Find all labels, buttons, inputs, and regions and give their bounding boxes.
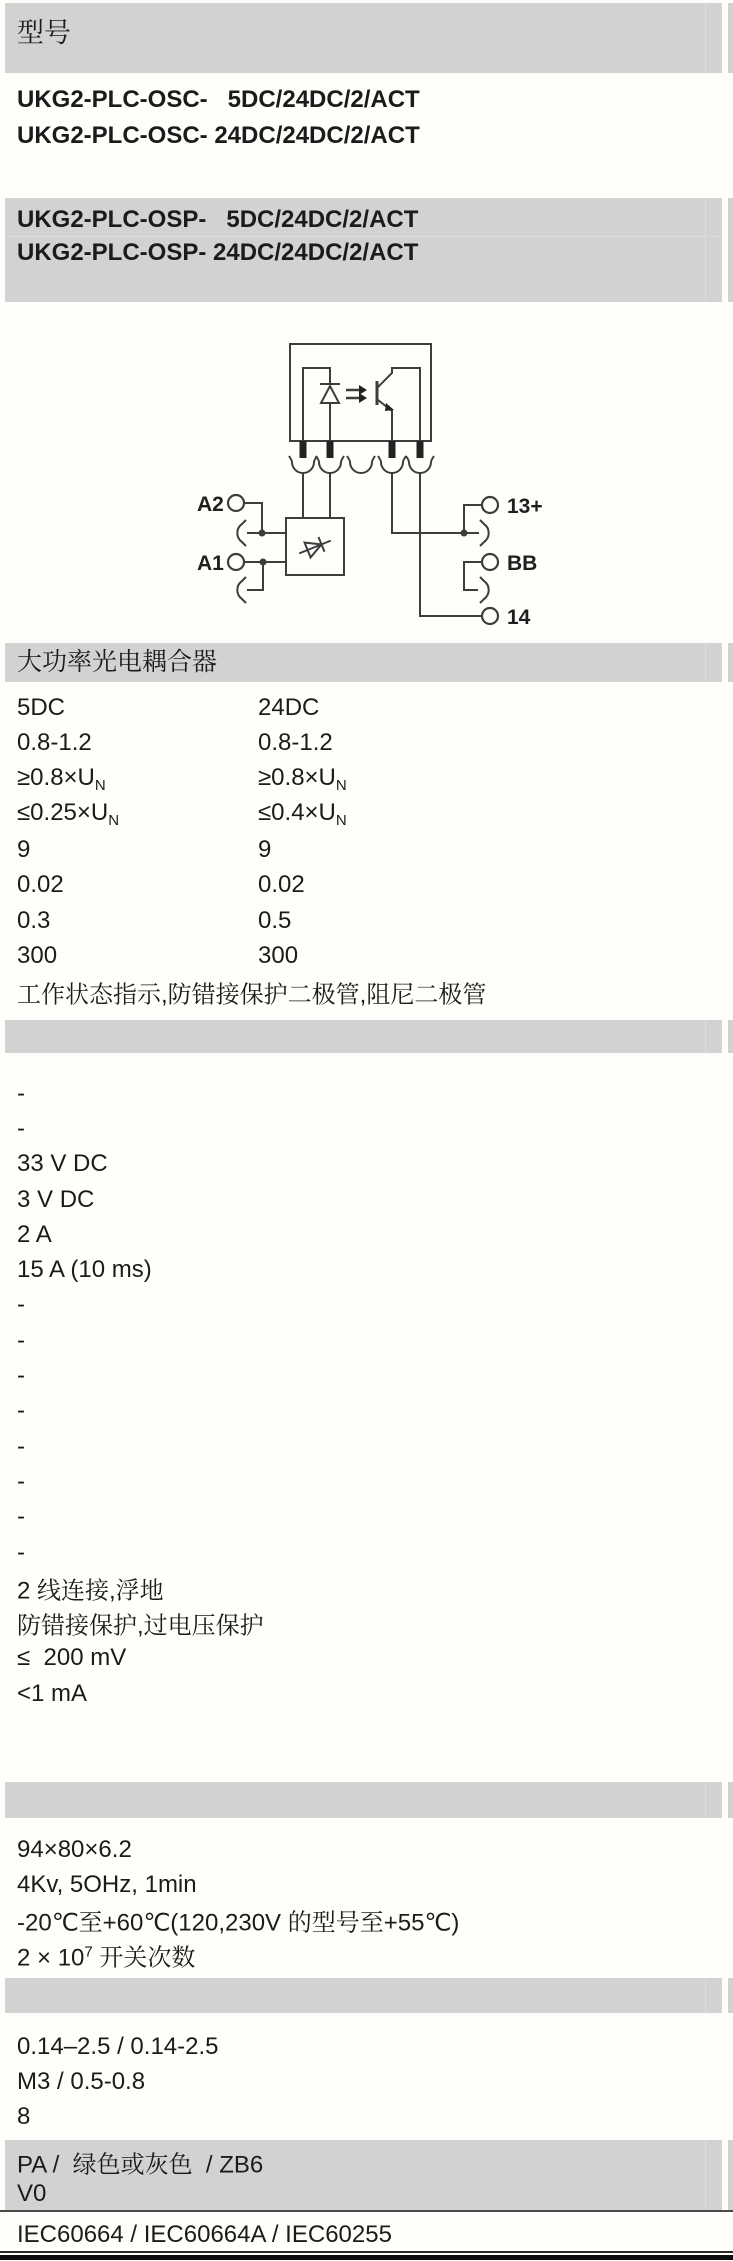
table-row — [0, 1605, 733, 1640]
socket-13 — [480, 520, 489, 546]
cell-value: - — [17, 1432, 25, 1460]
pin-1 — [300, 441, 307, 458]
cell-value: - — [17, 1079, 25, 1107]
diagram-label-13: 13+ — [507, 495, 543, 518]
table-edge-sliver — [728, 198, 733, 302]
output-wire-13 — [392, 473, 479, 533]
section-bar-general — [5, 1782, 722, 1818]
table-edge-sliver — [728, 1978, 733, 2013]
input-wires — [303, 473, 330, 518]
cell-value: 0.8-1.2 — [258, 729, 333, 757]
section-bar-connection — [5, 1978, 722, 2013]
diagram-label-a1: A1 — [197, 552, 224, 575]
standards-row — [0, 2218, 733, 2252]
table-row — [5, 2146, 722, 2178]
table-row — [0, 1147, 733, 1182]
table-row — [0, 1500, 733, 1535]
socket-cup-1 — [289, 456, 317, 473]
cell-value: 2 A — [17, 1220, 52, 1248]
pin-3 — [389, 441, 396, 458]
cell-value: 0.3 — [17, 906, 51, 934]
cell-value: 15 A (10 ms) — [17, 1256, 152, 1284]
section-bar-output — [5, 1020, 722, 1053]
socket-bb — [480, 577, 489, 603]
table-row — [0, 1832, 733, 1867]
table-row — [0, 1182, 733, 1217]
table-row — [0, 1937, 733, 1972]
cell-value: 24DC — [258, 693, 320, 721]
cell-value: $\ge 0.8\times U_N$ — [258, 763, 347, 794]
table-row — [0, 761, 733, 797]
table-row — [0, 2064, 733, 2099]
section-title-coupler: 大功率光电耦合器 — [17, 648, 218, 676]
row-divider — [5, 236, 722, 237]
table-row — [0, 1323, 733, 1358]
table-row — [0, 1535, 733, 1570]
bottom-rule-thin — [0, 2251, 733, 2253]
cell-value: $2 \times 10^7$ 开关次数 — [17, 1943, 196, 1971]
table-row — [0, 1570, 733, 1605]
socket-cup-3 — [347, 456, 375, 473]
cell-value: <1 mA — [17, 1679, 88, 1707]
table-edge-sliver — [728, 2140, 733, 2212]
table-row — [0, 1217, 733, 1252]
cell-value: 5DC — [17, 693, 66, 721]
light-arrow-head-1 — [359, 385, 367, 395]
emitter-arrow — [385, 403, 394, 411]
terminal-circle-a1 — [228, 554, 244, 570]
cell-value: 8 — [17, 2102, 31, 2130]
cell-value: $\le 0.25\times U_N$ — [17, 799, 120, 830]
coupler-table — [0, 690, 733, 1010]
cell-value: $\le 0.4\times U_N$ — [258, 799, 347, 830]
diagram-label-bb: BB — [507, 552, 538, 575]
housing-flammability: V0 — [17, 2180, 47, 2207]
terminal-circle-14 — [482, 608, 498, 624]
table-edge-sliver — [728, 643, 733, 682]
transistor-emitter-wire — [378, 400, 392, 441]
table-row — [0, 726, 733, 762]
cell-value: 0.8-1.2 — [17, 729, 92, 757]
cell-value: - — [17, 1467, 25, 1495]
junction-dot — [461, 530, 468, 537]
socket-a1 — [237, 577, 246, 603]
cell-value: - — [17, 1291, 25, 1319]
cell-value: 防错接保护,过电压保护 — [17, 1612, 264, 1640]
pin-2 — [327, 441, 334, 458]
cell-value: 94×80×6.2 — [17, 1835, 132, 1863]
bottom-rule-thick — [0, 2255, 733, 2260]
cell-value: M3 / 0.5-0.8 — [17, 2067, 146, 2095]
section-bar-model — [5, 3, 722, 73]
terminal-circle-bb — [482, 554, 498, 570]
cell-value: 4Kv, 5OHz, 1min — [17, 1870, 197, 1898]
cell-value: - — [17, 1503, 25, 1531]
cell-value: $\ge 0.8\times U_N$ — [17, 763, 106, 794]
pin-4 — [417, 441, 424, 458]
cell-value: 0.02 — [258, 871, 305, 899]
cell-value: - — [17, 1362, 25, 1390]
table-row — [0, 1076, 733, 1111]
table-row — [0, 1676, 733, 1711]
socket-cup-5 — [406, 456, 434, 473]
cell-value: - — [17, 1114, 25, 1142]
table-row — [0, 1464, 733, 1499]
light-arrow-lines — [346, 390, 359, 398]
output-spec-table — [0, 1076, 733, 1711]
cell-value: -20℃至+60℃(120,230V 的型号至+55℃) — [17, 1909, 460, 1936]
cell-value: 9 — [17, 835, 31, 863]
table-edge-sliver — [728, 1782, 733, 1818]
terminal-circle-a2 — [228, 495, 244, 511]
cell-value: 300 — [17, 942, 58, 970]
model-number-osc-24dc: UKG2-PLC-OSC- 24DC/24DC/2/ACT — [17, 122, 420, 149]
table-row — [0, 832, 733, 868]
table-row — [0, 1288, 733, 1323]
cell-value: - — [17, 1397, 25, 1425]
table-edge-sliver — [728, 3, 733, 73]
cell-value: 0.14–2.5 / 0.14-2.5 — [17, 2032, 219, 2060]
table-row — [0, 1867, 733, 1902]
table-row — [0, 1641, 733, 1676]
led-wire — [303, 368, 330, 441]
standards-text: IEC60664 / IEC60664A / IEC60255 — [17, 2221, 392, 2248]
diagram-label-a2: A2 — [197, 493, 224, 516]
cell-value: ≤ 200 mV — [17, 1644, 127, 1672]
page-title: 型号 — [17, 18, 71, 48]
table-row — [0, 2218, 733, 2252]
row-separator-line — [0, 2210, 733, 2212]
table-row — [0, 1111, 733, 1146]
section-bar-coupler — [5, 643, 722, 682]
cell-value: 2 线连接,浮地 — [17, 1577, 164, 1605]
a1-socket-wire — [247, 562, 263, 590]
table-row — [5, 2178, 722, 2210]
section-bar-osp — [5, 198, 722, 302]
table-row — [0, 1429, 733, 1464]
light-arrow-head-2 — [359, 393, 367, 403]
model-number-osc-5dc: UKG2-PLC-OSC- 5DC/24DC/2/ACT — [17, 86, 420, 113]
bridge-diode-icon — [296, 533, 334, 561]
socket-cup-4 — [378, 456, 406, 473]
model-number-osp-24dc: UKG2-PLC-OSP- 24DC/24DC/2/ACT — [17, 239, 419, 266]
t13-wire — [464, 505, 482, 533]
table-row — [0, 690, 733, 726]
connection-table — [0, 2029, 733, 2134]
output-wire-14 — [420, 473, 482, 616]
cell-value: 3 V DC — [17, 1185, 95, 1213]
table-row — [0, 939, 733, 975]
table-row — [0, 797, 733, 833]
table-row — [0, 2029, 733, 2064]
table-edge-sliver — [728, 1020, 733, 1053]
cell-value: 工作状态指示,防错接保护二极管,阻尼二极管 — [17, 981, 487, 1009]
cell-value: 33 V DC — [17, 1150, 108, 1178]
table-row — [0, 1902, 733, 1937]
cell-value: - — [17, 1538, 25, 1566]
cell-value: 300 — [258, 942, 299, 970]
cell-value: 9 — [258, 835, 272, 863]
socket-a2 — [237, 520, 246, 546]
cell-value: 0.5 — [258, 906, 292, 934]
section-bar-housing — [5, 2140, 722, 2212]
table-row — [0, 1252, 733, 1287]
general-data-table — [0, 1832, 733, 1972]
socket-cup-2 — [316, 456, 344, 473]
table-row — [0, 2099, 733, 2134]
bb-wire — [464, 562, 482, 590]
table-row — [0, 868, 733, 904]
table-row — [0, 903, 733, 939]
cell-value: 0.02 — [17, 871, 64, 899]
table-row — [0, 974, 733, 1010]
cell-value: - — [17, 1326, 25, 1354]
diagram-label-14: 14 — [507, 606, 531, 629]
circuit-diagram — [150, 335, 570, 640]
terminal-circle-13 — [482, 497, 498, 513]
housing-material: PA / 绿色或灰色 / ZB6 — [17, 2151, 264, 2179]
model-number-osp-5dc: UKG2-PLC-OSP- 5DC/24DC/2/ACT — [17, 206, 419, 233]
junction-dot — [259, 530, 266, 537]
table-row — [0, 1358, 733, 1393]
a2-wire — [244, 503, 286, 533]
led-diode-icon — [321, 386, 339, 403]
table-row — [0, 1394, 733, 1429]
